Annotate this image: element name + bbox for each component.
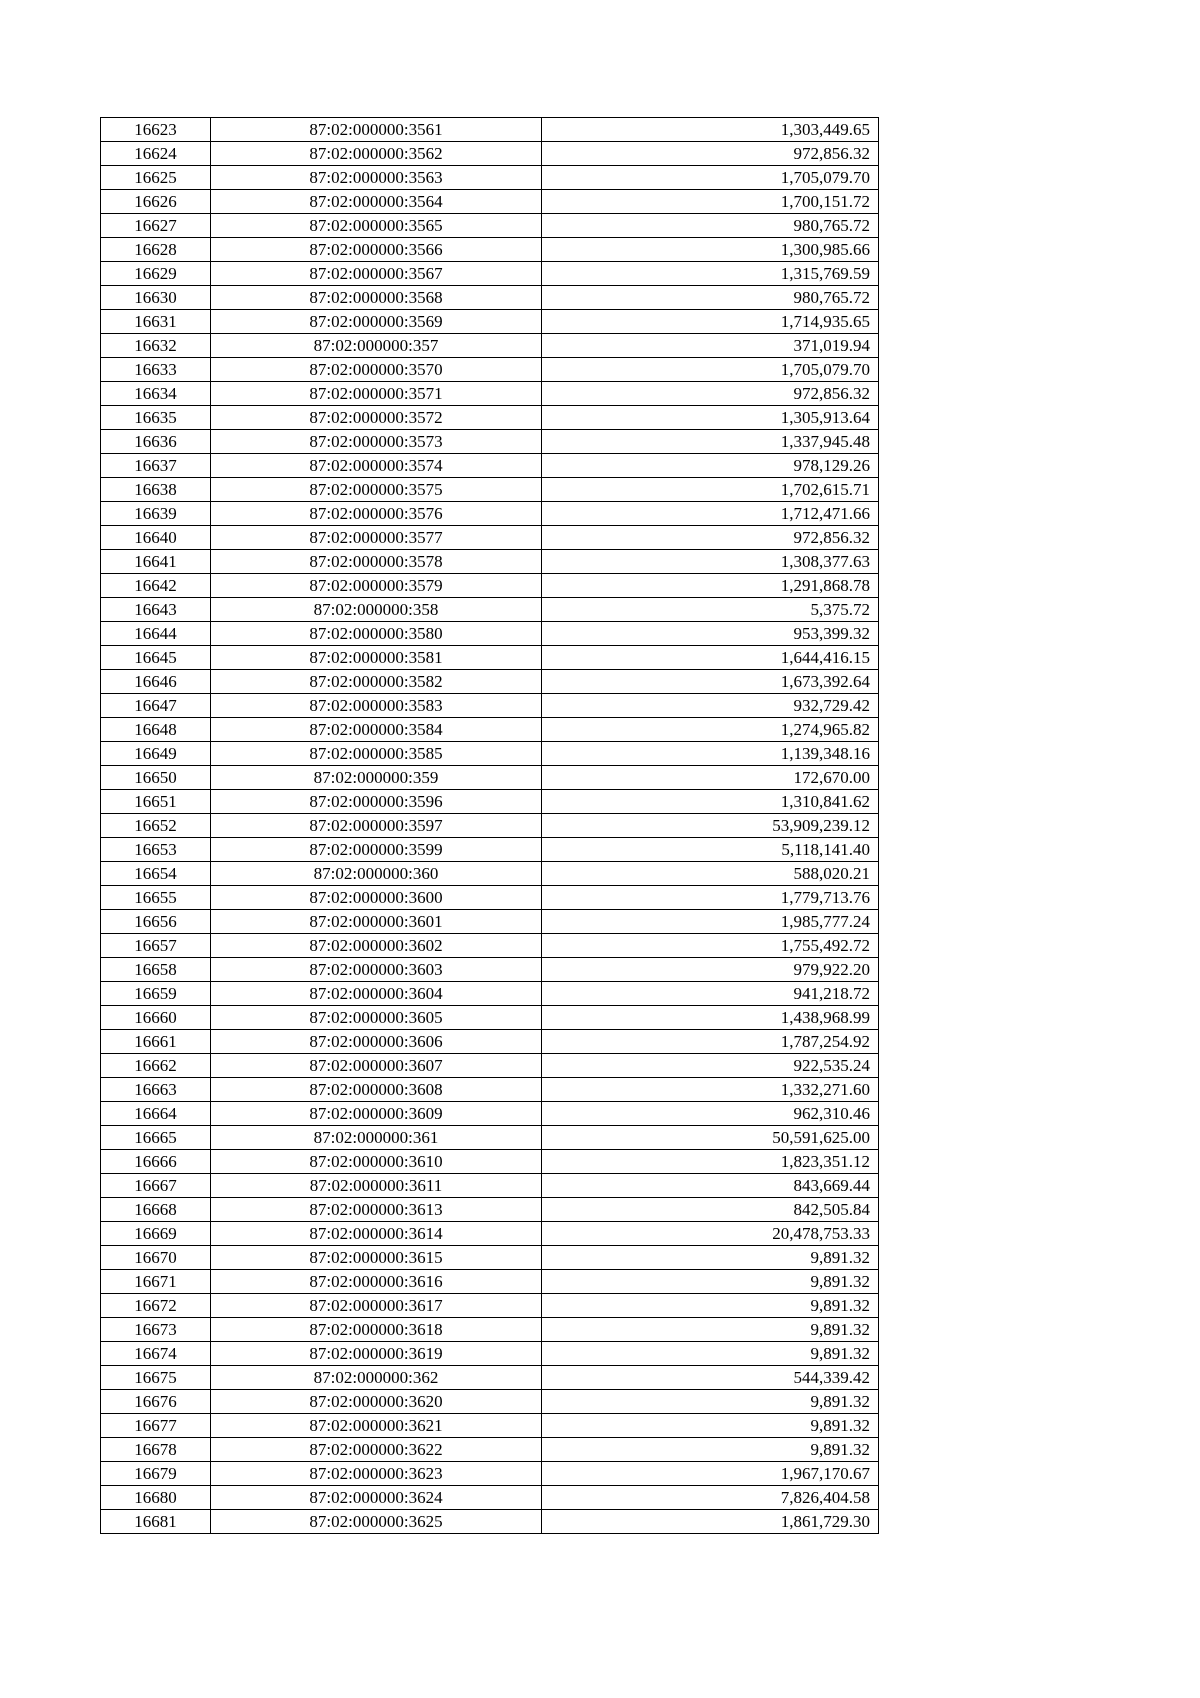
table-row: [101, 574, 879, 598]
table-row: [101, 430, 879, 454]
cadastral-number-cell: 87:02:000000:3579: [211, 574, 542, 598]
row-number-cell: 16666: [101, 1150, 211, 1174]
table-row: [101, 646, 879, 670]
table-row: [101, 1366, 879, 1390]
row-number-cell: 16643: [101, 598, 211, 622]
cadastral-number-cell: 87:02:000000:3562: [211, 142, 542, 166]
table-row: [101, 814, 879, 838]
row-number-cell: 16681: [101, 1510, 211, 1534]
row-number-cell: 16645: [101, 646, 211, 670]
row-number-cell: 16637: [101, 454, 211, 478]
amount-cell: 1,779,713.76: [542, 886, 879, 910]
table-row: [101, 526, 879, 550]
cadastral-number-cell: 87:02:000000:3624: [211, 1486, 542, 1510]
table-row: [101, 742, 879, 766]
amount-cell: 1,308,377.63: [542, 550, 879, 574]
table-row: [101, 1510, 879, 1534]
row-number-cell: 16654: [101, 862, 211, 886]
row-number-cell: 16624: [101, 142, 211, 166]
cadastral-number-cell: 87:02:000000:3569: [211, 310, 542, 334]
amount-cell: 9,891.32: [542, 1270, 879, 1294]
row-number-cell: 16680: [101, 1486, 211, 1510]
table-row: [101, 1150, 879, 1174]
table-row: [101, 166, 879, 190]
cadastral-number-cell: 87:02:000000:3622: [211, 1438, 542, 1462]
amount-cell: 1,303,449.65: [542, 118, 879, 142]
row-number-cell: 16651: [101, 790, 211, 814]
amount-cell: 9,891.32: [542, 1342, 879, 1366]
row-number-cell: 16655: [101, 886, 211, 910]
cadastral-number-cell: 87:02:000000:3584: [211, 718, 542, 742]
cadastral-number-cell: 87:02:000000:3613: [211, 1198, 542, 1222]
amount-cell: 1,705,079.70: [542, 166, 879, 190]
amount-cell: 980,765.72: [542, 214, 879, 238]
cadastral-number-cell: 87:02:000000:3599: [211, 838, 542, 862]
cadastral-number-cell: 87:02:000000:3606: [211, 1030, 542, 1054]
row-number-cell: 16636: [101, 430, 211, 454]
amount-cell: 1,755,492.72: [542, 934, 879, 958]
amount-cell: 9,891.32: [542, 1246, 879, 1270]
table-row: [101, 310, 879, 334]
cadastral-number-cell: 87:02:000000:3573: [211, 430, 542, 454]
row-number-cell: 16674: [101, 1342, 211, 1366]
amount-cell: 20,478,753.33: [542, 1222, 879, 1246]
row-number-cell: 16638: [101, 478, 211, 502]
amount-cell: 1,315,769.59: [542, 262, 879, 286]
row-number-cell: 16649: [101, 742, 211, 766]
row-number-cell: 16669: [101, 1222, 211, 1246]
row-number-cell: 16665: [101, 1126, 211, 1150]
amount-cell: 972,856.32: [542, 382, 879, 406]
amount-cell: 1,705,079.70: [542, 358, 879, 382]
cadastral-number-cell: 87:02:000000:3609: [211, 1102, 542, 1126]
table-row: [101, 334, 879, 358]
row-number-cell: 16662: [101, 1054, 211, 1078]
row-number-cell: 16664: [101, 1102, 211, 1126]
amount-cell: 1,644,416.15: [542, 646, 879, 670]
table-row: [101, 238, 879, 262]
row-number-cell: 16668: [101, 1198, 211, 1222]
row-number-cell: 16623: [101, 118, 211, 142]
amount-cell: 1,139,348.16: [542, 742, 879, 766]
table-row: [101, 694, 879, 718]
table-row: [101, 670, 879, 694]
row-number-cell: 16672: [101, 1294, 211, 1318]
table-row: [101, 1222, 879, 1246]
row-number-cell: 16632: [101, 334, 211, 358]
cadastral-number-cell: 87:02:000000:3611: [211, 1174, 542, 1198]
cadastral-number-cell: 87:02:000000:3619: [211, 1342, 542, 1366]
table-row: [101, 766, 879, 790]
cadastral-number-cell: 87:02:000000:3581: [211, 646, 542, 670]
amount-cell: 843,669.44: [542, 1174, 879, 1198]
table-row: [101, 478, 879, 502]
amount-cell: 1,712,471.66: [542, 502, 879, 526]
row-number-cell: 16671: [101, 1270, 211, 1294]
table-row: [101, 142, 879, 166]
cadastral-number-cell: 87:02:000000:3572: [211, 406, 542, 430]
amount-cell: 1,700,151.72: [542, 190, 879, 214]
row-number-cell: 16661: [101, 1030, 211, 1054]
cadastral-number-cell: 87:02:000000:3625: [211, 1510, 542, 1534]
amount-cell: 1,438,968.99: [542, 1006, 879, 1030]
amount-cell: 953,399.32: [542, 622, 879, 646]
cadastral-number-cell: 87:02:000000:3575: [211, 478, 542, 502]
row-number-cell: 16628: [101, 238, 211, 262]
table-row: [101, 1006, 879, 1030]
table-row: [101, 958, 879, 982]
cadastral-number-cell: 87:02:000000:3568: [211, 286, 542, 310]
cadastral-number-cell: 87:02:000000:3600: [211, 886, 542, 910]
cadastral-number-cell: 87:02:000000:3578: [211, 550, 542, 574]
amount-cell: 1,967,170.67: [542, 1462, 879, 1486]
table-row: [101, 622, 879, 646]
row-number-cell: 16657: [101, 934, 211, 958]
table-row: [101, 1486, 879, 1510]
amount-cell: 7,826,404.58: [542, 1486, 879, 1510]
row-number-cell: 16635: [101, 406, 211, 430]
amount-cell: 371,019.94: [542, 334, 879, 358]
cadastral-number-cell: 87:02:000000:3574: [211, 454, 542, 478]
cadastral-number-cell: 87:02:000000:3617: [211, 1294, 542, 1318]
cadastral-number-cell: 87:02:000000:3583: [211, 694, 542, 718]
table-row: [101, 502, 879, 526]
cadastral-number-cell: 87:02:000000:359: [211, 766, 542, 790]
row-number-cell: 16658: [101, 958, 211, 982]
cadastral-number-cell: 87:02:000000:3571: [211, 382, 542, 406]
cadastral-number-cell: 87:02:000000:3567: [211, 262, 542, 286]
amount-cell: 1,985,777.24: [542, 910, 879, 934]
amount-cell: 972,856.32: [542, 142, 879, 166]
cadastral-number-cell: 87:02:000000:3577: [211, 526, 542, 550]
amount-cell: 544,339.42: [542, 1366, 879, 1390]
cadastral-number-cell: 87:02:000000:3570: [211, 358, 542, 382]
amount-cell: 972,856.32: [542, 526, 879, 550]
table-row: [101, 934, 879, 958]
cadastral-number-cell: 87:02:000000:3621: [211, 1414, 542, 1438]
table-row: [101, 1342, 879, 1366]
row-number-cell: 16630: [101, 286, 211, 310]
cadastral-number-cell: 87:02:000000:3596: [211, 790, 542, 814]
table-row: [101, 382, 879, 406]
row-number-cell: 16648: [101, 718, 211, 742]
table-row: [101, 1438, 879, 1462]
table-row: [101, 118, 879, 142]
cadastral-number-cell: 87:02:000000:362: [211, 1366, 542, 1390]
amount-cell: 1,861,729.30: [542, 1510, 879, 1534]
row-number-cell: 16667: [101, 1174, 211, 1198]
cadastral-number-cell: 87:02:000000:3580: [211, 622, 542, 646]
amount-cell: 980,765.72: [542, 286, 879, 310]
cadastral-number-cell: 87:02:000000:360: [211, 862, 542, 886]
table-row: [101, 262, 879, 286]
row-number-cell: 16675: [101, 1366, 211, 1390]
row-number-cell: 16656: [101, 910, 211, 934]
table-row: [101, 406, 879, 430]
cadastral-number-cell: 87:02:000000:361: [211, 1126, 542, 1150]
amount-cell: 1,787,254.92: [542, 1030, 879, 1054]
amount-cell: 962,310.46: [542, 1102, 879, 1126]
amount-cell: 922,535.24: [542, 1054, 879, 1078]
cadastral-number-cell: 87:02:000000:3603: [211, 958, 542, 982]
table-row: [101, 1174, 879, 1198]
row-number-cell: 16634: [101, 382, 211, 406]
table-row: [101, 718, 879, 742]
row-number-cell: 16673: [101, 1318, 211, 1342]
amount-cell: 1,305,913.64: [542, 406, 879, 430]
cadastral-number-cell: 87:02:000000:3604: [211, 982, 542, 1006]
amount-cell: 1,823,351.12: [542, 1150, 879, 1174]
amount-cell: 979,922.20: [542, 958, 879, 982]
amount-cell: 5,118,141.40: [542, 838, 879, 862]
table-row: [101, 886, 879, 910]
cadastral-number-cell: 87:02:000000:3582: [211, 670, 542, 694]
row-number-cell: 16659: [101, 982, 211, 1006]
table-row: [101, 1078, 879, 1102]
amount-cell: 9,891.32: [542, 1390, 879, 1414]
cadastral-number-cell: 87:02:000000:357: [211, 334, 542, 358]
row-number-cell: 16644: [101, 622, 211, 646]
row-number-cell: 16652: [101, 814, 211, 838]
row-number-cell: 16678: [101, 1438, 211, 1462]
table-row: [101, 598, 879, 622]
amount-cell: 1,714,935.65: [542, 310, 879, 334]
row-number-cell: 16653: [101, 838, 211, 862]
table-row: [101, 1390, 879, 1414]
table-row: [101, 1414, 879, 1438]
table-row: [101, 1054, 879, 1078]
table-row: [101, 1126, 879, 1150]
table-row: [101, 910, 879, 934]
amount-cell: 172,670.00: [542, 766, 879, 790]
cadastral-number-cell: 87:02:000000:3585: [211, 742, 542, 766]
row-number-cell: 16660: [101, 1006, 211, 1030]
cadastral-number-cell: 87:02:000000:3602: [211, 934, 542, 958]
table-row: [101, 1318, 879, 1342]
table-row: [101, 550, 879, 574]
amount-cell: 1,332,271.60: [542, 1078, 879, 1102]
table-row: [101, 190, 879, 214]
data-table: [100, 117, 879, 1534]
amount-cell: 978,129.26: [542, 454, 879, 478]
row-number-cell: 16650: [101, 766, 211, 790]
row-number-cell: 16641: [101, 550, 211, 574]
cadastral-number-cell: 87:02:000000:3608: [211, 1078, 542, 1102]
cadastral-number-cell: 87:02:000000:3566: [211, 238, 542, 262]
cadastral-number-cell: 87:02:000000:3607: [211, 1054, 542, 1078]
cadastral-number-cell: 87:02:000000:3563: [211, 166, 542, 190]
table-row: [101, 358, 879, 382]
amount-cell: 1,702,615.71: [542, 478, 879, 502]
table-row: [101, 214, 879, 238]
amount-cell: 53,909,239.12: [542, 814, 879, 838]
cadastral-number-cell: 87:02:000000:3564: [211, 190, 542, 214]
cadastral-number-cell: 87:02:000000:3618: [211, 1318, 542, 1342]
row-number-cell: 16640: [101, 526, 211, 550]
row-number-cell: 16629: [101, 262, 211, 286]
table-row: [101, 838, 879, 862]
cadastral-number-cell: 87:02:000000:3615: [211, 1246, 542, 1270]
amount-cell: 1,673,392.64: [542, 670, 879, 694]
row-number-cell: 16639: [101, 502, 211, 526]
row-number-cell: 16646: [101, 670, 211, 694]
table-row: [101, 1198, 879, 1222]
table-row: [101, 982, 879, 1006]
row-number-cell: 16676: [101, 1390, 211, 1414]
cadastral-number-cell: 87:02:000000:358: [211, 598, 542, 622]
amount-cell: 1,291,868.78: [542, 574, 879, 598]
amount-cell: 941,218.72: [542, 982, 879, 1006]
table-row: [101, 1294, 879, 1318]
amount-cell: 5,375.72: [542, 598, 879, 622]
amount-cell: 588,020.21: [542, 862, 879, 886]
table-row: [101, 1462, 879, 1486]
table-row: [101, 454, 879, 478]
row-number-cell: 16647: [101, 694, 211, 718]
cadastral-number-cell: 87:02:000000:3620: [211, 1390, 542, 1414]
row-number-cell: 16677: [101, 1414, 211, 1438]
cadastral-number-cell: 87:02:000000:3605: [211, 1006, 542, 1030]
amount-cell: 1,310,841.62: [542, 790, 879, 814]
amount-cell: 932,729.42: [542, 694, 879, 718]
cadastral-number-cell: 87:02:000000:3610: [211, 1150, 542, 1174]
table-row: [101, 1270, 879, 1294]
table-row: [101, 1246, 879, 1270]
amount-cell: 842,505.84: [542, 1198, 879, 1222]
cadastral-number-cell: 87:02:000000:3601: [211, 910, 542, 934]
cadastral-number-cell: 87:02:000000:3565: [211, 214, 542, 238]
amount-cell: 50,591,625.00: [542, 1126, 879, 1150]
table-row: [101, 790, 879, 814]
table-row: [101, 862, 879, 886]
cadastral-number-cell: 87:02:000000:3616: [211, 1270, 542, 1294]
row-number-cell: 16625: [101, 166, 211, 190]
cadastral-number-cell: 87:02:000000:3597: [211, 814, 542, 838]
table-body: [101, 118, 879, 1534]
row-number-cell: 16679: [101, 1462, 211, 1486]
row-number-cell: 16626: [101, 190, 211, 214]
row-number-cell: 16663: [101, 1078, 211, 1102]
cadastral-number-cell: 87:02:000000:3576: [211, 502, 542, 526]
row-number-cell: 16670: [101, 1246, 211, 1270]
amount-cell: 1,274,965.82: [542, 718, 879, 742]
row-number-cell: 16627: [101, 214, 211, 238]
cadastral-number-cell: 87:02:000000:3614: [211, 1222, 542, 1246]
amount-cell: 9,891.32: [542, 1438, 879, 1462]
row-number-cell: 16631: [101, 310, 211, 334]
amount-cell: 9,891.32: [542, 1294, 879, 1318]
amount-cell: 9,891.32: [542, 1414, 879, 1438]
table-row: [101, 1102, 879, 1126]
table-row: [101, 286, 879, 310]
amount-cell: 9,891.32: [542, 1318, 879, 1342]
amount-cell: 1,337,945.48: [542, 430, 879, 454]
cadastral-number-cell: 87:02:000000:3623: [211, 1462, 542, 1486]
cadastral-number-cell: 87:02:000000:3561: [211, 118, 542, 142]
row-number-cell: 16633: [101, 358, 211, 382]
row-number-cell: 16642: [101, 574, 211, 598]
amount-cell: 1,300,985.66: [542, 238, 879, 262]
table-row: [101, 1030, 879, 1054]
